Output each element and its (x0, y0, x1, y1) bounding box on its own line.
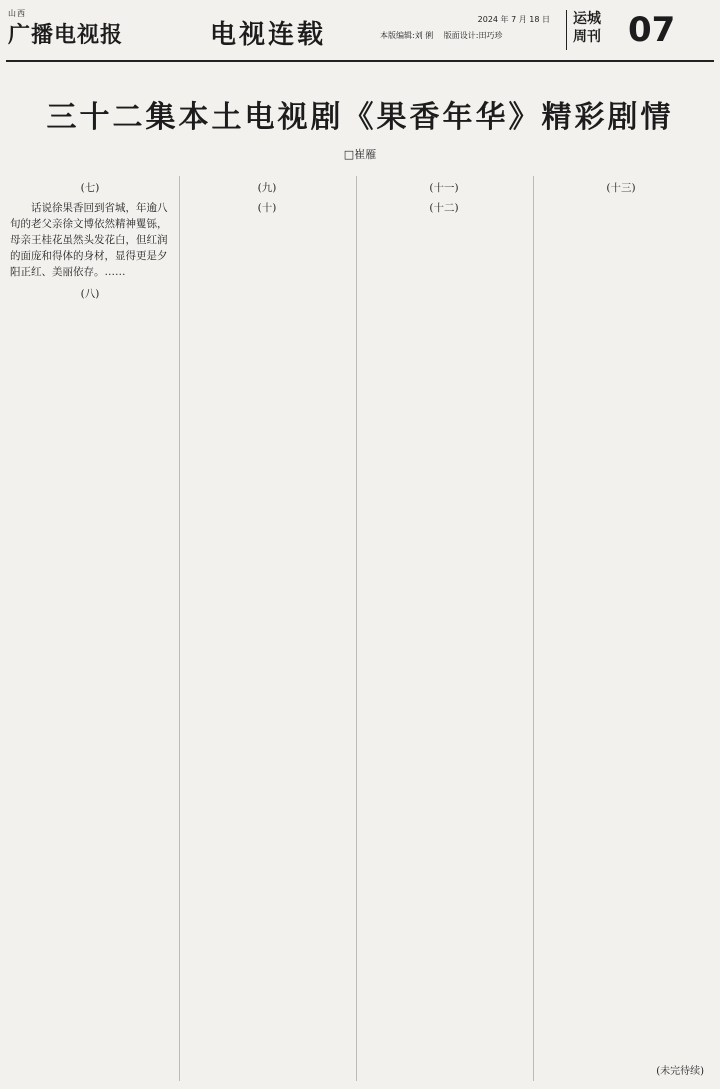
section-title: 电视连载 (210, 20, 327, 50)
issue-date: 2024 年 7 月 18 日 (477, 15, 550, 24)
section-heading: (七) (80, 182, 100, 194)
paragraph: 话说徐果香回到省城，年逾八旬的老父亲徐文博依然精神矍铄，母亲王桂花虽然头发花白，但红润的面庞和得体的身材，显得更是夕阳正红、美丽依存。…… (10, 202, 168, 278)
weekly-brand (566, 10, 623, 50)
column-divider (179, 176, 180, 1081)
article-byline: □崔雁 (343, 148, 377, 161)
section-heading: (九) (257, 182, 277, 194)
brand-line-1: 运城 (573, 11, 601, 27)
masthead-divider (6, 60, 714, 62)
article-column-2 (187, 176, 347, 1081)
masthead (0, 0, 720, 60)
newspaper-logo (8, 8, 168, 50)
section-heading: (十二) (429, 202, 459, 214)
column-divider (356, 176, 357, 1081)
editor-credit: 本版编辑:刘 俐 (380, 31, 434, 40)
design-credit: 版面设计:田巧珍 (443, 31, 503, 40)
article-column-4 (541, 176, 701, 1081)
section-heading: (十一) (429, 182, 459, 194)
editors-line (380, 28, 550, 44)
article-headline: 三十二集本土电视剧《果香年华》精彩剧情 (46, 100, 674, 135)
section-heading: (十) (257, 202, 277, 214)
logo-main-text: 广播电视报 (8, 23, 124, 48)
column-divider (533, 176, 534, 1081)
page-number: 07 (628, 10, 676, 50)
brand-line-2: 周刊 (573, 29, 601, 45)
article-column-3 (364, 176, 524, 1081)
issue-meta (380, 12, 550, 44)
section-heading: (八) (80, 288, 100, 300)
section-heading: (十三) (606, 182, 636, 194)
article-column-1 (10, 176, 170, 1081)
logo-small-text: 山西 (8, 9, 26, 18)
continued-note: (未完待续) (656, 1066, 704, 1077)
